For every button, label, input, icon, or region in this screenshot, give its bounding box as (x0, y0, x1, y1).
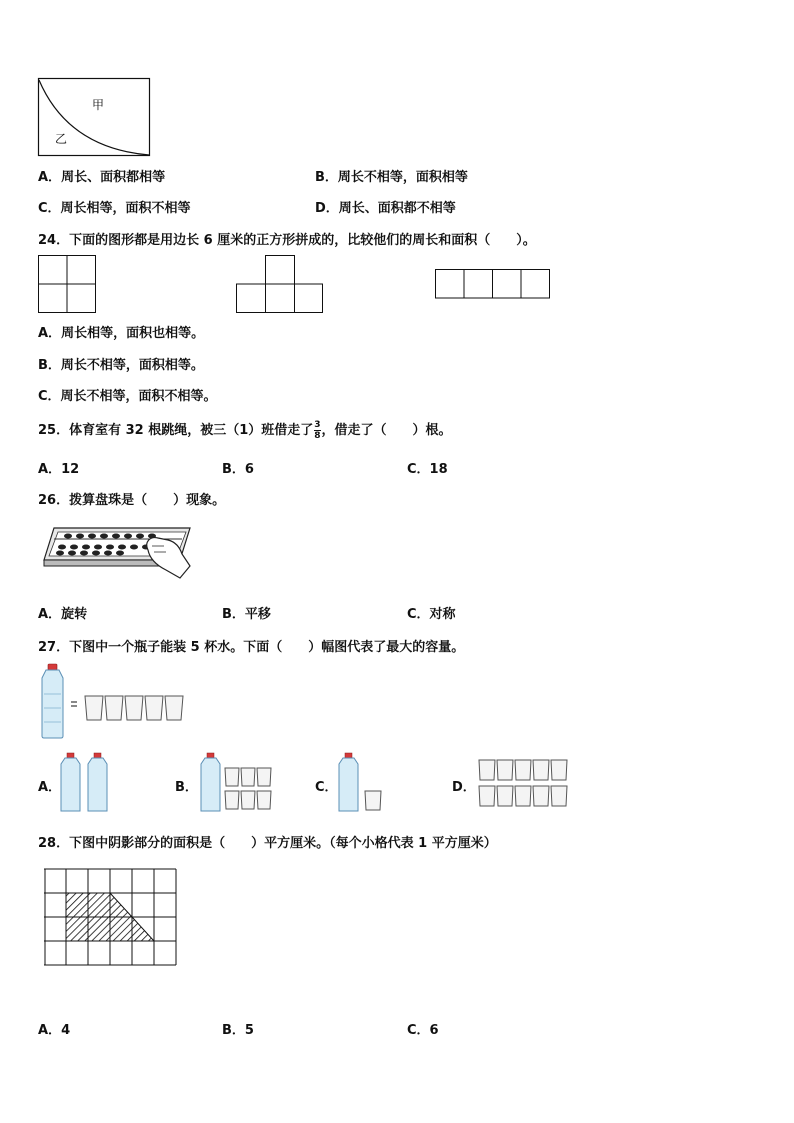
option-text: 平移 (244, 607, 271, 622)
option-letter: C． (38, 389, 61, 404)
q28-option-b[interactable] (222, 1019, 254, 1038)
water-bottle-icon (339, 753, 358, 811)
option-letter: B． (222, 462, 245, 477)
option-text: 周长相等，面积也相等。 (61, 326, 205, 341)
option-letter: C． (407, 1023, 430, 1038)
q23-option-c[interactable] (38, 197, 191, 216)
option-text: 对称 (429, 607, 456, 622)
q27-option-b[interactable] (175, 776, 198, 795)
option-letter: D． (315, 201, 339, 216)
option-letter: B． (315, 170, 338, 185)
option-letter: C． (315, 780, 338, 795)
q27-option-c[interactable] (315, 776, 338, 795)
q24-stem: 24．下面的图形都是用边长 6 厘米的正方形拼成的，比较他们的周长和面积（ ）。 (38, 233, 536, 248)
q28-option-a[interactable] (38, 1019, 70, 1038)
cup-icon (85, 696, 183, 720)
water-bottle-icon (201, 753, 220, 811)
q25-stem (38, 419, 452, 441)
option-text: 12 (61, 462, 80, 477)
cup-icon (365, 791, 381, 810)
q26-option-c[interactable] (407, 603, 456, 622)
q27-option-a-figure (60, 753, 112, 813)
cup-icon (225, 768, 271, 809)
q24-figure-strip (435, 269, 553, 301)
label-jia: 甲 (92, 98, 105, 112)
option-text: 18 (429, 462, 448, 477)
option-letter: D． (452, 780, 476, 795)
water-bottle-icon (42, 664, 63, 738)
option-text: 6 (429, 1023, 439, 1038)
q25-option-a[interactable] (38, 458, 79, 477)
q24-option-b[interactable] (38, 354, 204, 373)
option-letter: C． (38, 201, 61, 216)
option-text: 周长不相等，面积相等 (337, 170, 468, 185)
option-text: 周长不相等，面积相等。 (60, 358, 204, 373)
q24-figure-t-shape (236, 255, 326, 315)
q23-option-a[interactable] (38, 166, 165, 185)
option-letter: A． (38, 462, 62, 477)
option-letter: A． (38, 170, 62, 185)
option-letter: B． (38, 358, 61, 373)
fraction-numerator: 3 (314, 420, 321, 430)
option-text: 周长、面积都不相等 (338, 201, 456, 216)
cup-icon (479, 760, 567, 806)
q23-option-b[interactable] (315, 166, 468, 185)
water-bottle-icon (61, 753, 107, 811)
q28-option-c[interactable] (407, 1019, 439, 1038)
option-text: 旋转 (61, 607, 88, 622)
q28-grid-figure (44, 868, 180, 968)
q28-stem: 28．下图中阴影部分的面积是（ ）平方厘米。（每个小格代表 1 平方厘米） (38, 836, 497, 851)
q26-option-b[interactable] (222, 603, 271, 622)
option-letter: B． (222, 607, 245, 622)
q27-option-b-figure (200, 753, 280, 813)
option-letter: A． (38, 1023, 62, 1038)
q26-stem: 26．拨算盘珠是（ ）现象。 (38, 493, 226, 508)
q25-option-c[interactable] (407, 458, 448, 477)
q27-option-d-figure (478, 758, 574, 812)
fraction-denominator: 8 (314, 431, 321, 441)
option-text: 周长、面积都相等 (61, 170, 166, 185)
q24-option-a[interactable] (38, 322, 204, 341)
option-text: 4 (61, 1023, 71, 1038)
label-yi: 乙 (55, 132, 68, 146)
option-letter: B． (222, 1023, 245, 1038)
option-letter: C． (407, 607, 430, 622)
q25-stem-pre: 25．体育室有 32 根跳绳，被三（1）班借走了 (38, 423, 314, 438)
option-text: 6 (244, 462, 254, 477)
abacus-hand-icon (40, 520, 192, 586)
q27-reference-figure (38, 664, 194, 740)
q27-option-c-figure (338, 753, 390, 813)
q23-option-d[interactable] (315, 197, 456, 216)
q25-stem-post: ，借走了（ ）根。 (321, 423, 452, 438)
fraction (314, 420, 320, 441)
option-text: 周长相等，面积不相等 (60, 201, 191, 216)
option-letter: A． (38, 607, 62, 622)
option-letter: C． (407, 462, 430, 477)
option-letter: A． (38, 780, 62, 795)
q27-option-d[interactable] (452, 776, 476, 795)
q24-option-c[interactable] (38, 385, 217, 404)
option-letter: B． (175, 780, 198, 795)
option-text: 周长不相等，面积不相等。 (60, 389, 217, 404)
q24-figure-square (38, 255, 98, 315)
option-letter: A． (38, 326, 62, 341)
option-text: 5 (244, 1023, 254, 1038)
q27-option-a[interactable] (38, 776, 61, 795)
q25-option-b[interactable] (222, 458, 254, 477)
q27-stem: 27．下图中一个瓶子能装 5 杯水。下面（ ）幅图代表了最大的容量。 (38, 640, 465, 655)
q26-option-a[interactable] (38, 603, 87, 622)
